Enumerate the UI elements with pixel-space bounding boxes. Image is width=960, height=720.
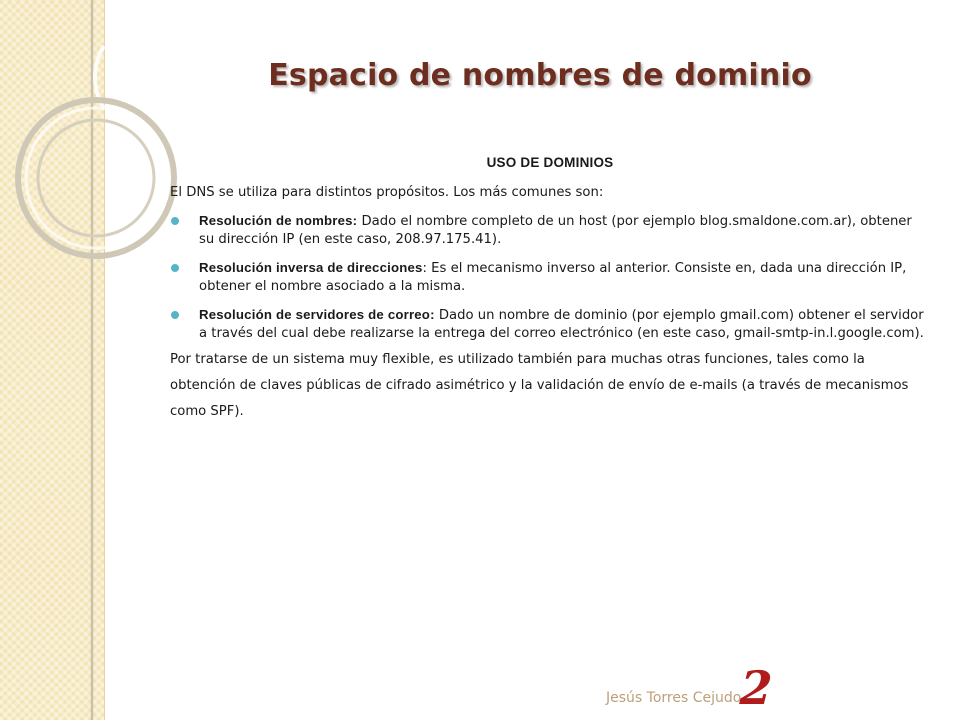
closing-text: Por tratarse de un sistema muy flexible, es utilizado también para muchas otras funciones, tales como la obtención de claves públicas de cifrado asimétrico y la validación de envío de e-mails (a través de mecanismos como SPF).: [170, 352, 909, 419]
bullet-item: [170, 306, 930, 343]
bullet-term: Resolución inversa de direcciones: [199, 260, 423, 275]
bullet-list: [170, 212, 930, 343]
bullet-dot-icon: [171, 311, 179, 319]
bullet-item: [170, 259, 930, 296]
bullet-text: Dado el nombre completo de un host (por ejemplo blog.smaldone.com.ar), obtener su dirección IP (en este caso, 208.97.175.41).: [199, 214, 912, 247]
bullet-dot-icon: [171, 217, 179, 225]
footer-author: Jesús Torres Cejudo: [606, 690, 742, 706]
bullet-dot-icon: [171, 264, 179, 272]
decorative-sidebar: [0, 0, 105, 720]
red-two-logo-icon: [733, 661, 788, 716]
slide-content: [170, 154, 930, 431]
logo-glyph: 2: [733, 661, 779, 716]
bullet-text: : Es el mecanismo inverso al anterior. Consiste en, dada una dirección IP, obtener el nombre asociado a la misma.: [199, 261, 907, 294]
bullet-term: Resolución de nombres:: [199, 213, 358, 228]
slide-title: Espacio de nombres de dominio: [268, 58, 812, 93]
bullet-text: Dado un nombre de dominio (por ejemplo gmail.com) obtener el servidor a través del cual debe realizarse la entrega del correo electrónico (en este caso, gmail-smtp-in.l.google.com).: [199, 308, 924, 341]
ring-decoration-icon: [0, 0, 104, 720]
intro-text: El DNS se utiliza para distintos propósitos. Los más comunes son:: [170, 185, 604, 200]
section-heading: USO DE DOMINIOS: [486, 155, 614, 170]
bullet-item: [170, 212, 930, 249]
bullet-term: Resolución de servidores de correo:: [199, 307, 435, 322]
